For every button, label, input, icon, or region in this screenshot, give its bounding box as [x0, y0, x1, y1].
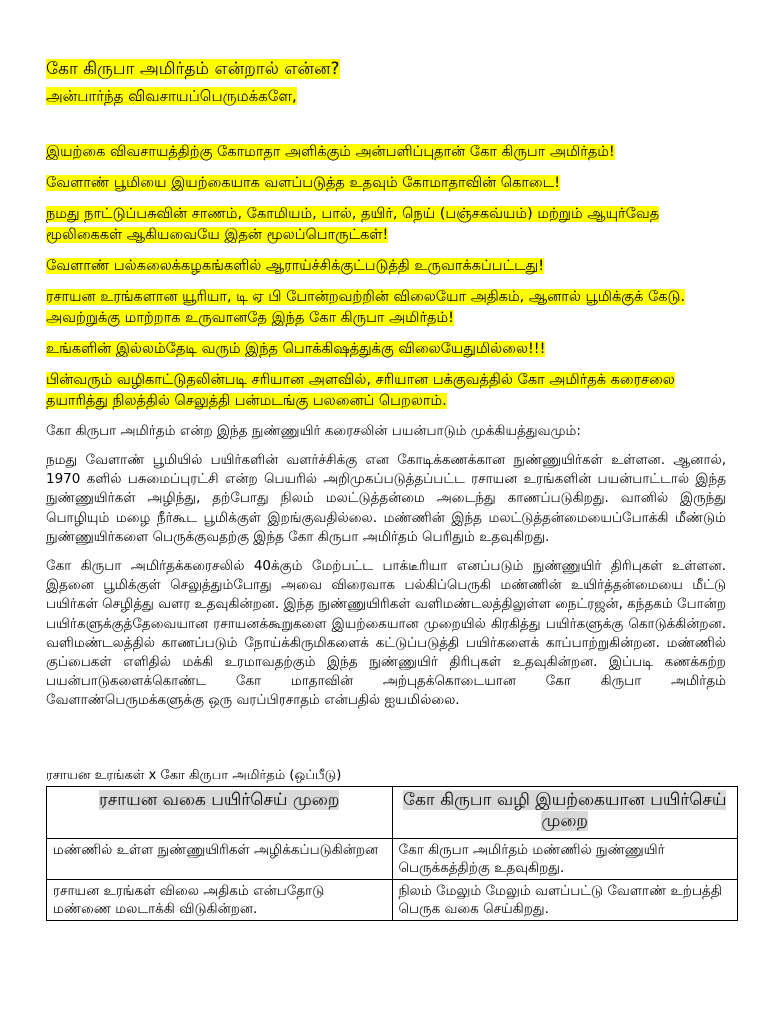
highlight-text: இயற்கை விவசாயத்திற்கு கோமாதா அளிக்கும் அன்பளிப்புதான் கோ கிருபா அமிர்தம்! [46, 144, 615, 160]
header-text: கோ கிருபா வழி இயற்கையான பயிர்செய் முறை [403, 789, 727, 831]
highlight-paragraph [46, 287, 726, 329]
highlight-text: நமது நாட்டுப்பசுவின் சாணம், கோமியம், பால், தயிர், நெய் (பஞ்சகவ்யம்) மற்றும் ஆயுர்வேத மூலிகைகள் ஆகியவையே இதன் மூலப்பொருட்கள்! [46, 206, 660, 243]
highlight-paragraph [46, 204, 726, 246]
table-cell: கோ கிருபா அமிர்தம் மண்ணில் நுண்ணுயிர் பெருக்கத்திற்கு உதவுகிறது. [392, 838, 738, 879]
table-header-cell [392, 786, 738, 838]
highlight-text: வேளாண் பூமியை இயற்கையாக வளப்படுத்த உதவும் கோமாதாவின் கொடை! [46, 175, 561, 191]
highlight-text: உங்களின் இல்லம்தேடி வரும் இந்த பொக்கிஷத்துக்கு விலையேதுமில்லை!!! [46, 341, 546, 357]
table-row [47, 838, 738, 879]
table-row [47, 879, 738, 920]
highlight-text: ரசாயன உரங்களான யூரியா, டி ஏ பி போன்றவற்றின் விலையோ அதிகம், ஆனால் பூமிக்குக் கேடு. அவற்றுக்கு மாற்றாக உருவானதே இந்த கோ கிருபா அமிர்தம்! [46, 289, 686, 326]
comparison-table [46, 786, 738, 921]
table-cell: நிலம் மேலும் மேலும் வளப்பட்டு வேளாண் உற்பத்தி பெருக வகை செய்கிறது. [392, 879, 738, 920]
greeting [46, 86, 726, 106]
intro-text: கோ கிருபா அமிர்தம் என்ற இந்த நுண்ணுயிர் கரைசலின் பயன்பாடும் முக்கியத்துவமும்: [46, 423, 581, 439]
highlight-paragraph [46, 370, 726, 412]
greeting-text: அன்பார்ந்த விவசாயப்பெருமக்களே, [46, 87, 297, 105]
header-text: ரசாயன வகை பயிர்செய் முறை [99, 789, 340, 810]
title-text: கோ கிருபா அமிர்தம் என்றால் என்ன? [46, 59, 340, 79]
body-paragraph: கோ கிருபா அமிர்தக்கரைசலில் 40க்கும் மேற்பட்ட பாக்டீரியா எனப்படும் நுண்ணுயிர் திரிபுகள் உள்ளன. இதனை பூமிக்குள் செலுத்தும்போது அவை விரைவாக பல்கிப்பெருகி மண்ணின் உயிர்த்தன்மையை மீட்டு பயிர்கள் செழித்து வளர உதவுகின்றன. இந்த நுண்ணுயிரிகள் வளிமண்டலத்திலுள்ள நைட்ரஜன், கந்தகம் போன்ற பயிர்களுக்குத்தேவையான ரசாயனக்கூறுகளை இயற்கையான முறையில் கிரகித்து பயிர்களுக்கு கொடுக்கின்றன. வளிமண்டலத்தில் காணப்படும் நோய்க்கிருமிகளைக் கட்டுப்படுத்தி பயிர்களைக் காப்பாற்றுகின்றன. மண்ணில் குப்பைகள் எளிதில் மக்கி உரமாவதற்கும் இந்த நுண்ணுயிர் திரிபுகள் உதவுகின்றன. இப்படி கணக்கற்ற பயன்பாடுகளைக்கொண்ட கோ மாதாவின் அற்புதக்கொடையான கோ கிருபா அமிர்தம் வேளாண்பெருமக்களுக்கு ஒரு வரப்பிரசாதம் என்பதில் ஐயமில்லை. [46, 558, 727, 709]
highlight-paragraph [46, 173, 726, 194]
table-header-cell [47, 786, 393, 838]
highlight-text: வேளாண் பல்கலைக்கழகங்களில் ஆராய்ச்சிக்குட்படுத்தி உருவாக்கப்பட்டது! [46, 258, 545, 274]
highlight-paragraph [46, 256, 726, 277]
highlight-paragraph [46, 339, 726, 360]
body-paragraph: நமது வேளாண் பூமியில் பயிர்களின் வளர்ச்சிக்கு என கோடிக்கணக்கான நுண்ணுயிர்கள் உள்ளன. ஆனால், 1970 களில் பசுமைப்புரட்சி என்ற பெயரில் அறிமுகப்படுத்தப்பட்ட ரசாயன உரங்களின் பயன்பாட்டால் இந்த நுண்ணுயிர்கள் அழிந்து, தற்போது நிலம் மலட்டுத்தன்மை அடைந்து காணப்படுகிறது. வானில் இருந்து பொழியும் மழை நீர்கூட பூமிக்குள் இறங்குவதில்லை. மண்ணின் இந்த மலட்டுத்தன்மையைப்போக்கி மீண்டும் நுண்ணுயிர்களை பெருக்குவதற்கு இந்த கோ கிருபா அமிர்தம் பெரிதும் உதவுகிறது. [46, 452, 726, 545]
page-title [46, 58, 726, 80]
table-header-row [47, 786, 738, 838]
document-page [46, 58, 726, 921]
highlight-text: பின்வரும் வழிகாட்டுதலின்படி சரியான அளவில், சரியான பக்குவத்தில் கோ அமிர்தக் கரைசலை தயாரித்து நிலத்தில் செலுத்தி பன்மடங்கு பலனைப் பெறலாம். [46, 372, 675, 409]
highlight-paragraph [46, 142, 726, 163]
comparison-title: ரசாயன உரங்கள் x கோ கிருபா அமிர்தம் (ஒப்பீடு) [46, 767, 342, 783]
table-cell: மண்ணில் உள்ள நுண்ணுயிரிகள் அழிக்கப்படுகின்றன [47, 838, 393, 879]
table-cell: ரசாயன உரங்கள் விலை அதிகம் என்பதோடு மண்ணை மலடாக்கி விடுகின்றன. [47, 879, 393, 920]
